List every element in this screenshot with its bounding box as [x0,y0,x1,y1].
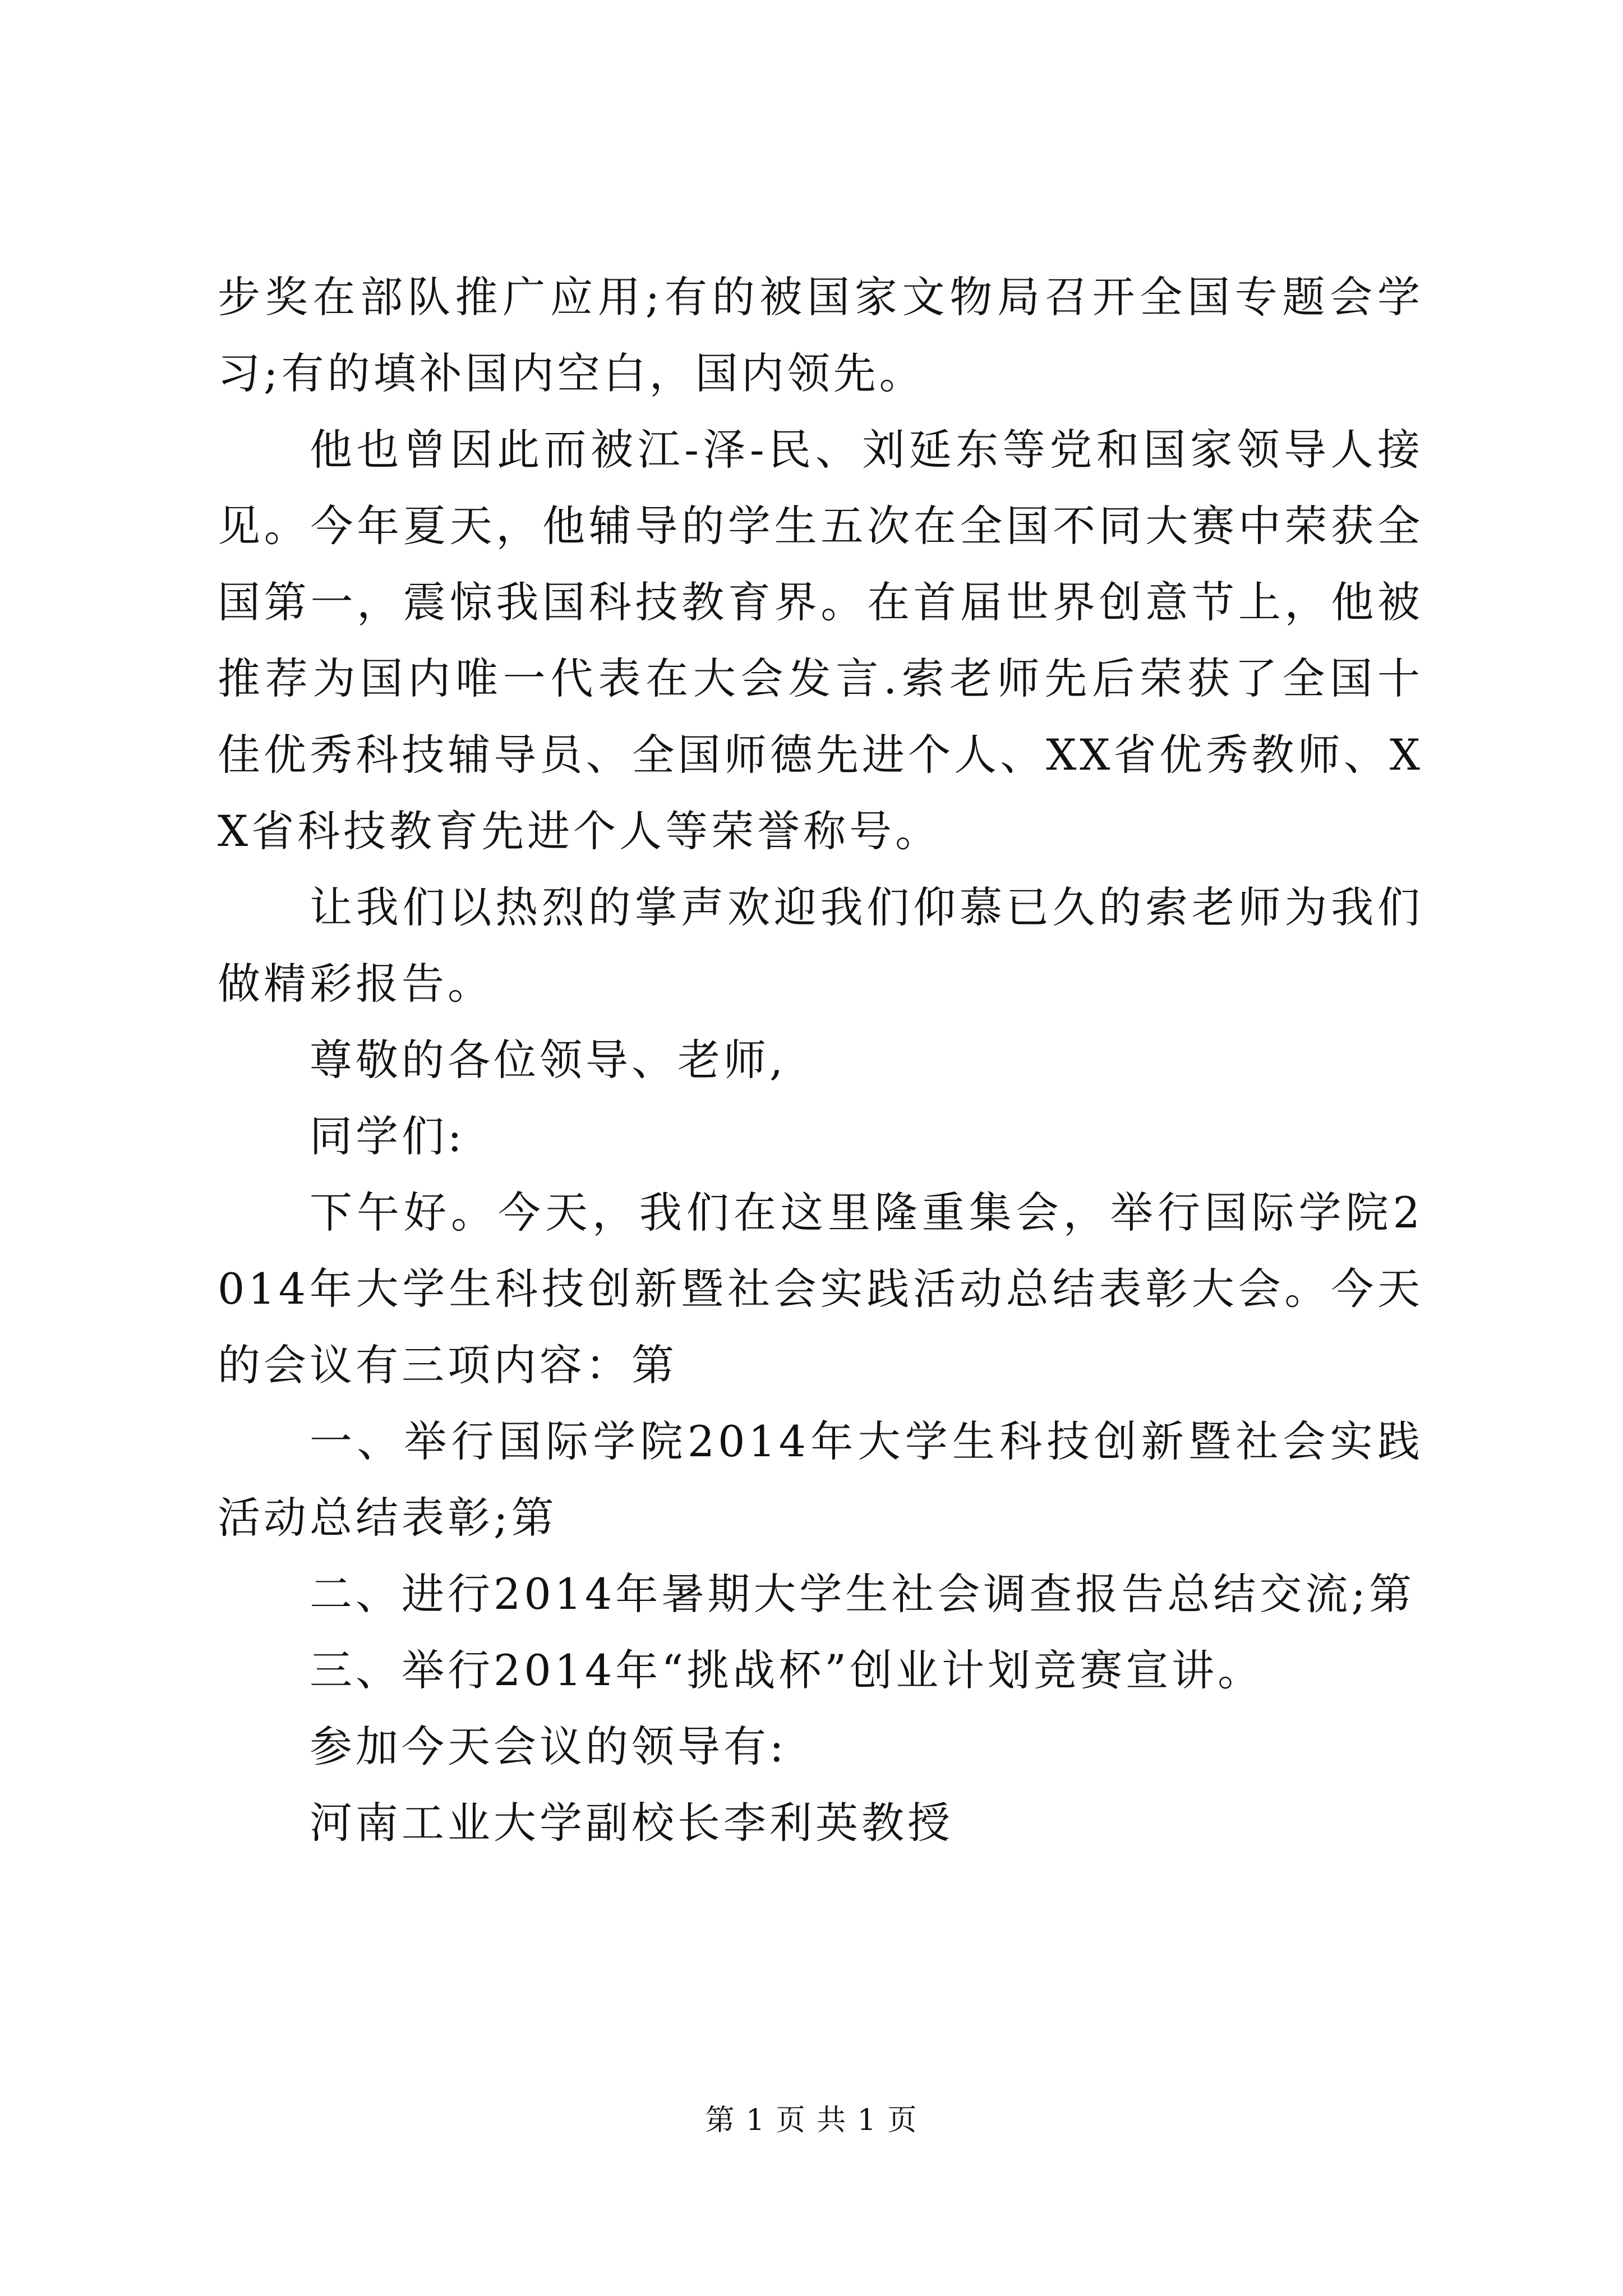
paragraph-6: 下午好。今天，我们在这里隆重集会，举行国际学院2014年大学生科技创新暨社会实践活动总结表彰大会。今天的会议有三项内容：第 [218,1188,1423,1390]
paragraph-11: 河南工业大学副校长李利英教授 [310,1798,953,1848]
paragraph-1: 步奖在部队推广应用;有的被国家文物局召开全国专题会学习;有的填补国内空白，国内领先。 [218,272,1423,398]
paragraph-2: 他也曾因此而被江-泽-民、刘延东等党和国家领导人接见。今年夏天，他辅导的学生五次在全国不同大赛中荣获全国第一，震惊我国科技教育界。在首届世界创意节上，他被推荐为国内唯一代表在大会发言.索老师先后荣获了全国十佳优秀科技辅导员、全国师德先进个人、XX省优秀教师、XX省科技教育先进个人等荣誉称号。 [218,425,1423,856]
paragraph-9: 三、举行2014年“挑战杯”创业计划竞赛宣讲。 [310,1645,1264,1695]
paragraph-3: 让我们以热烈的掌声欢迎我们仰慕已久的索老师为我们做精彩报告。 [218,882,1423,1009]
paragraph-4: 尊敬的各位领导、老师, [310,1035,787,1085]
paragraph-10: 参加今天会议的领导有: [310,1722,787,1772]
paragraph-5: 同学们: [310,1111,465,1161]
paragraph-7: 一、举行国际学院2014年大学生科技创新暨社会实践活动总结表彰;第 [218,1416,1423,1543]
page-number-footer: 第 1 页 共 1 页 [705,2104,918,2137]
paragraph-8: 二、进行2014年暑期大学生社会调查报告总结交流;第 [310,1569,1415,1619]
document-body [218,259,1423,1861]
